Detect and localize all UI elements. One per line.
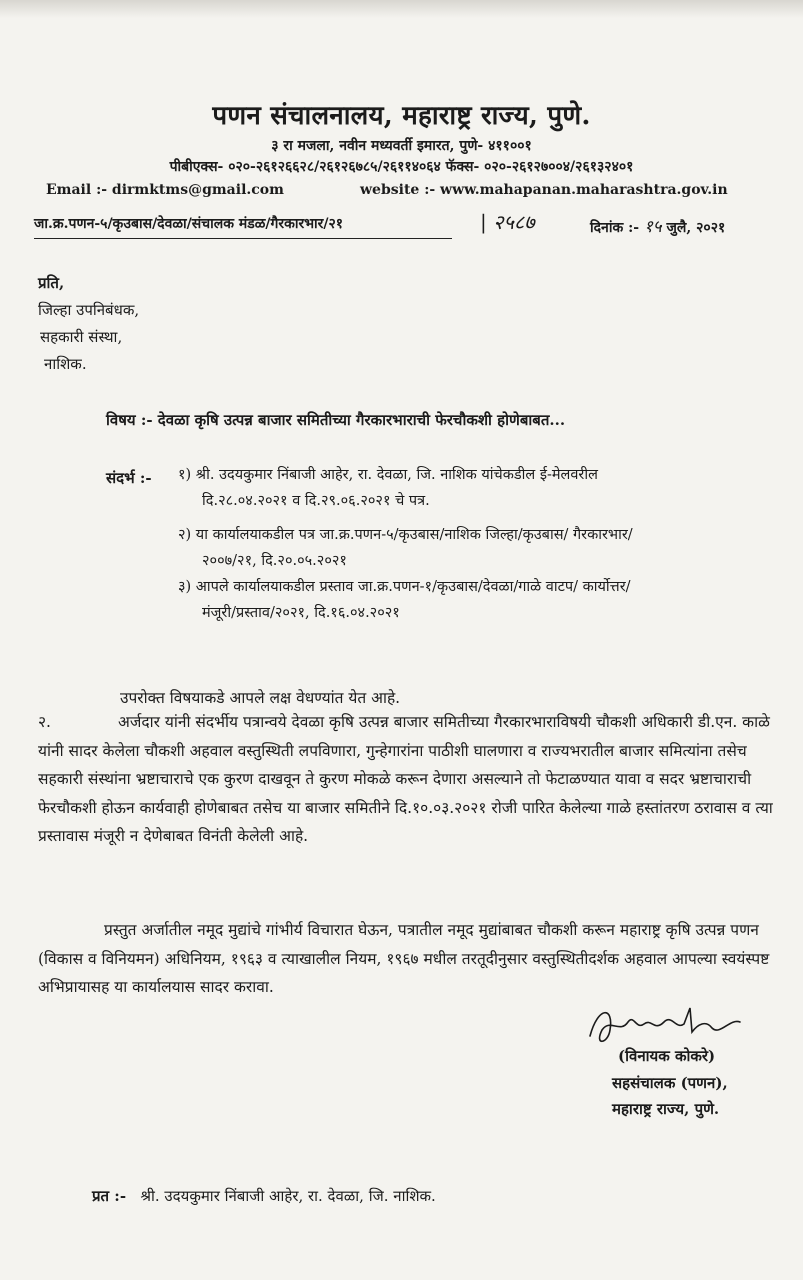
office-email: Email :- dirmktms@gmail.com bbox=[46, 182, 284, 198]
signatory-name: (विनायक कोकरे) bbox=[618, 1047, 716, 1065]
reference-underline bbox=[34, 238, 452, 239]
signatory-designation: सहसंचालक (पणन), bbox=[612, 1074, 728, 1092]
date-label: दिनांक :- bbox=[590, 220, 640, 236]
reference-item-2 bbox=[178, 522, 633, 574]
references-label: संदर्भ :- bbox=[106, 469, 152, 487]
recipient-line-3: नाशिक. bbox=[44, 355, 87, 373]
body-paragraph-2-text: अर्जदार यांनी संदर्भीय पत्रान्वये देवळा कृषि उत्पन्न बाजार समितीच्या गैरकारभाराविषयी चौकशी अधिकारी डी.एन. काळे यांनी सादर केलेला चौकशी अहवाल वस्तुस्थिती लपविणारा, गुन्हेगारांना पाठीशी घालणारा व राज्यभरातील बाजार समित्यांना तसेच सहकारी संस्थांना भ्रष्टाचाराचे एक कुरण दाखवून ते कुरण मोकळे करून देणारा असल्याने तो फेटाळण्यात यावा व सदर भ्रष्टाचाराची फेरचौकशी होऊन कार्यवाही होणेबाबत तसेच या बाजार समितीने दि.१०.०३.२०२१ रोजी पारित केलेल्या गाळे हस्तांतरण ठरावास व त्या प्रस्तावास मंजूरी न देणेबाबत विनंती केलेली आहे. bbox=[38, 713, 773, 845]
paragraph-number: २. bbox=[38, 713, 51, 731]
letter-date bbox=[590, 214, 725, 237]
reference-item-2-line-1: २) या कार्यालयाकडील पत्र जा.क्र.पणन-५/कृउबास/नाशिक जिल्हा/कृउबास/ गैरकारभार/ bbox=[178, 527, 633, 543]
scan-edge bbox=[0, 0, 803, 18]
handwritten-signature bbox=[580, 1000, 750, 1050]
letter-subject: विषय :- देवळा कृषि उत्पन्न बाजार समितीच्या गैरकारभाराची फेरचौकशी होणेबाबत... bbox=[106, 411, 566, 429]
body-paragraph-3 bbox=[38, 916, 778, 1002]
reference-number: जा.क्र.पणन-५/कृउबास/देवळा/संचालक मंडळ/गैरकारभार/२१ bbox=[34, 216, 344, 232]
body-paragraph-2 bbox=[38, 708, 778, 851]
recipient-block bbox=[38, 270, 139, 378]
copy-to-recipient: श्री. उदयकुमार निंबाजी आहेर, रा. देवळा, जि. नाशिक. bbox=[140, 1187, 436, 1205]
recipient-salutation: प्रति, bbox=[38, 274, 65, 292]
reference-item-3 bbox=[178, 574, 631, 626]
reference-item-3-line-2: मंजूरी/प्रस्ताव/२०२१, दि.१६.०४.२०२१ bbox=[202, 605, 400, 621]
date-handwritten-day: १५ bbox=[643, 217, 662, 237]
signatory-place: महाराष्ट्र राज्य, पुणे. bbox=[612, 1100, 720, 1118]
handwritten-outward-number: | २५८७ bbox=[480, 210, 535, 234]
office-title: पणन संचालनालय, महाराष्ट्र राज्य, पुणे. bbox=[212, 101, 591, 131]
office-phone-fax: पीबीएक्स- ०२०-२६१२६६२८/२६१२६७८५/२६११४०६४ फॅक्स- ०२०-२६१२७००४/२६१३२४०१ bbox=[169, 159, 634, 175]
copy-to-label: प्रत :- bbox=[92, 1187, 127, 1205]
reference-item-1 bbox=[178, 462, 598, 514]
office-website: website :- www.mahapanan.maharashtra.gov.in bbox=[360, 182, 728, 198]
office-address: ३ रा मजला, नवीन मध्यवर्ती इमारत, पुणे- ४११००१ bbox=[271, 138, 532, 154]
reference-item-1-line-2: दि.२८.०४.२०२१ व दि.२९.०६.२०२१ चे पत्र. bbox=[202, 493, 430, 509]
date-month-year: जुलै, २०२१ bbox=[666, 220, 726, 236]
recipient-line-1: जिल्हा उपनिबंधक, bbox=[38, 301, 140, 319]
body-paragraph-3-text: प्रस्तुत अर्जातील नमूद मुद्यांचे गांभीर्य विचारात घेऊन, पत्रातील नमूद मुद्यांबाबत चौकशी करून महाराष्ट्र कृषि उत्पन्न पणन (विकास व विनियमन) अधिनियम, १९६३ व त्याखालील नियम, १९६७ मधील तरतूदीनुसार वस्तुस्थितीदर्शक अहवाल आपल्या स्वयंस्पष्ट अभिप्रायासह या कार्यालयास सादर करावा. bbox=[38, 921, 770, 996]
reference-row bbox=[34, 210, 784, 237]
reference-item-3-line-1: ३) आपले कार्यालयाकडील प्रस्ताव जा.क्र.पणन-१/कृउबास/देवळा/गाळे वाटप/ कार्योत्तर/ bbox=[178, 579, 631, 595]
reference-item-1-line-1: १) श्री. उदयकुमार निंबाजी आहेर, रा. देवळा, जि. नाशिक यांचेकडील ई-मेलवरील bbox=[178, 467, 598, 483]
reference-item-2-line-2: २००७/२१, दि.२०.०५.२०२१ bbox=[202, 553, 347, 569]
body-paragraph-1: उपरोक्त विषयाकडे आपले लक्ष वेधण्यांत येत आहे. bbox=[120, 689, 401, 707]
copy-to bbox=[92, 1186, 436, 1206]
recipient-line-2: सहकारी संस्था, bbox=[40, 328, 123, 346]
